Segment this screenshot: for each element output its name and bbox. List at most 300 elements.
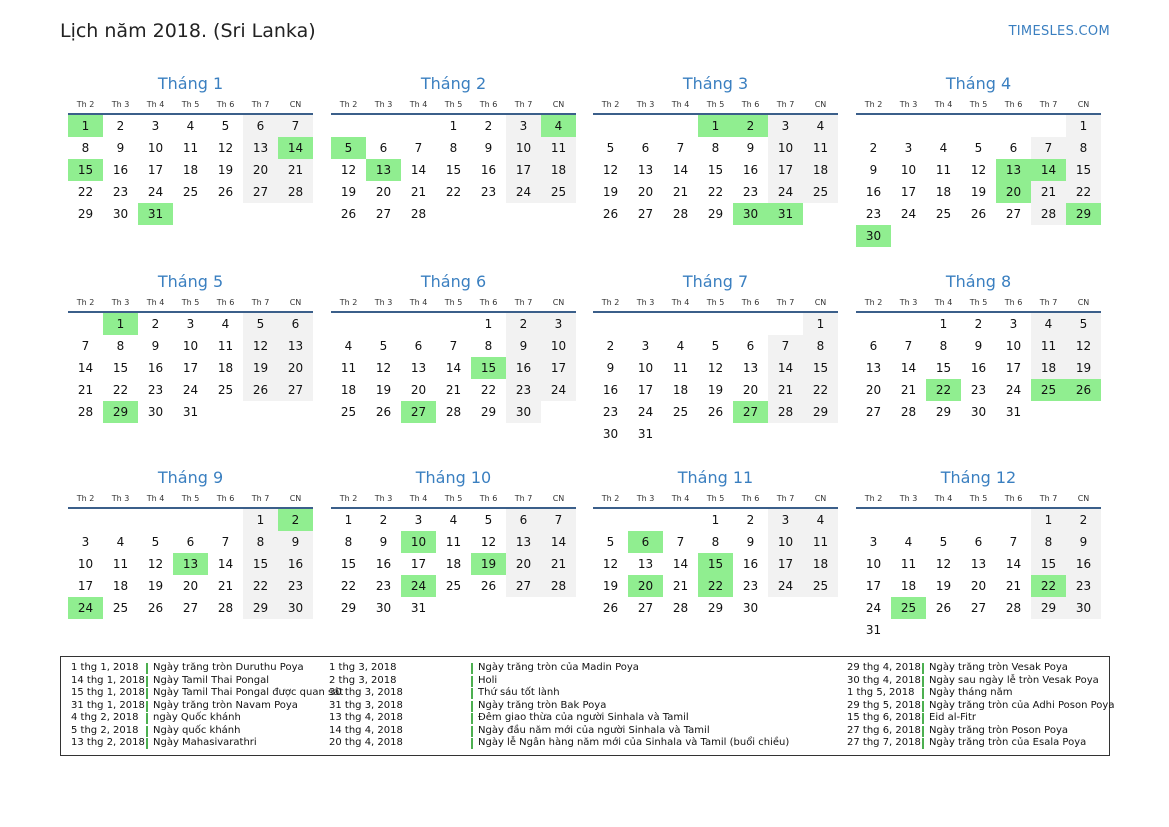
- day-cell[interactable]: 26: [243, 379, 278, 401]
- day-cell[interactable]: 29: [103, 401, 138, 423]
- day-cell[interactable]: 12: [217, 141, 234, 155]
- day-cell[interactable]: 5: [221, 119, 230, 133]
- day-cell[interactable]: 13: [970, 557, 987, 571]
- day-cell[interactable]: 22: [803, 379, 838, 401]
- day-cell[interactable]: 23: [970, 383, 987, 397]
- day-cell[interactable]: 4: [344, 339, 353, 353]
- day-cell[interactable]: 12: [340, 163, 357, 177]
- day-cell[interactable]: 24: [768, 575, 803, 597]
- day-cell[interactable]: 21: [410, 185, 427, 199]
- day-cell[interactable]: 26: [1066, 379, 1101, 401]
- day-cell[interactable]: 13: [243, 137, 278, 159]
- day-cell[interactable]: 7: [81, 339, 90, 353]
- day-cell[interactable]: 14: [541, 531, 576, 553]
- day-cell[interactable]: 23: [602, 405, 619, 419]
- day-cell[interactable]: 5: [484, 513, 493, 527]
- day-cell[interactable]: 17: [1005, 361, 1022, 375]
- day-cell[interactable]: 30: [856, 225, 891, 247]
- day-cell[interactable]: 13: [742, 361, 759, 375]
- day-cell[interactable]: 12: [602, 163, 619, 177]
- day-cell[interactable]: 7: [904, 339, 913, 353]
- day-cell[interactable]: 17: [506, 159, 541, 181]
- day-cell[interactable]: 30: [112, 207, 129, 221]
- day-cell[interactable]: 7: [541, 508, 576, 531]
- day-cell[interactable]: 17: [182, 361, 199, 375]
- day-cell[interactable]: 7: [676, 141, 685, 155]
- day-cell[interactable]: 16: [602, 383, 619, 397]
- day-cell[interactable]: 8: [243, 531, 278, 553]
- day-cell[interactable]: 7: [1031, 137, 1066, 159]
- day-cell[interactable]: 16: [480, 163, 497, 177]
- day-cell[interactable]: 25: [672, 405, 689, 419]
- day-cell[interactable]: 7: [1009, 535, 1018, 549]
- day-cell[interactable]: 19: [602, 185, 619, 199]
- day-cell[interactable]: 25: [803, 181, 838, 203]
- day-cell[interactable]: 2: [1066, 508, 1101, 531]
- day-cell[interactable]: 18: [182, 163, 199, 177]
- day-cell[interactable]: 12: [602, 557, 619, 571]
- day-cell[interactable]: 25: [803, 575, 838, 597]
- day-cell[interactable]: 28: [672, 207, 689, 221]
- day-cell[interactable]: 26: [480, 579, 497, 593]
- day-cell[interactable]: 16: [865, 185, 882, 199]
- day-cell[interactable]: 10: [637, 361, 654, 375]
- day-cell[interactable]: 3: [541, 312, 576, 335]
- day-cell[interactable]: 25: [445, 579, 462, 593]
- day-cell[interactable]: 28: [1005, 601, 1022, 615]
- day-cell[interactable]: 29: [707, 601, 724, 615]
- day-cell[interactable]: 28: [77, 405, 94, 419]
- day-cell[interactable]: 6: [414, 339, 423, 353]
- day-cell[interactable]: 28: [900, 405, 917, 419]
- day-cell[interactable]: 15: [243, 553, 278, 575]
- day-cell[interactable]: 10: [768, 531, 803, 553]
- day-cell[interactable]: 6: [278, 312, 313, 335]
- day-cell[interactable]: 21: [900, 383, 917, 397]
- day-cell[interactable]: 6: [869, 339, 878, 353]
- day-cell[interactable]: 26: [935, 601, 952, 615]
- day-cell[interactable]: 8: [116, 339, 125, 353]
- day-cell[interactable]: 14: [672, 163, 689, 177]
- day-cell[interactable]: 22: [1031, 575, 1066, 597]
- day-cell[interactable]: 30: [742, 601, 759, 615]
- day-cell[interactable]: 26: [340, 207, 357, 221]
- day-cell[interactable]: 4: [904, 535, 913, 549]
- day-cell[interactable]: 27: [182, 601, 199, 615]
- day-cell[interactable]: 7: [449, 339, 458, 353]
- day-cell[interactable]: 27: [865, 405, 882, 419]
- day-cell[interactable]: 28: [1031, 203, 1066, 225]
- day-cell[interactable]: 10: [900, 163, 917, 177]
- day-cell[interactable]: 9: [379, 535, 388, 549]
- day-cell[interactable]: 29: [1031, 597, 1066, 619]
- day-cell[interactable]: 23: [375, 579, 392, 593]
- day-cell[interactable]: 12: [243, 335, 278, 357]
- day-cell[interactable]: 28: [541, 575, 576, 597]
- day-cell[interactable]: 28: [217, 601, 234, 615]
- day-cell[interactable]: 28: [672, 601, 689, 615]
- day-cell[interactable]: 24: [68, 597, 103, 619]
- day-cell[interactable]: 2: [484, 119, 493, 133]
- day-cell[interactable]: 1: [484, 317, 493, 331]
- day-cell[interactable]: 17: [900, 185, 917, 199]
- day-cell[interactable]: 11: [340, 361, 357, 375]
- day-cell[interactable]: 28: [278, 181, 313, 203]
- day-cell[interactable]: 15: [1031, 553, 1066, 575]
- day-cell[interactable]: 13: [410, 361, 427, 375]
- day-cell[interactable]: 1: [243, 508, 278, 531]
- day-cell[interactable]: 2: [869, 141, 878, 155]
- day-cell[interactable]: 4: [221, 317, 230, 331]
- day-cell[interactable]: 1: [698, 114, 733, 137]
- day-cell[interactable]: 28: [445, 405, 462, 419]
- day-cell[interactable]: 25: [340, 405, 357, 419]
- day-cell[interactable]: 11: [803, 137, 838, 159]
- day-cell[interactable]: 26: [602, 601, 619, 615]
- day-cell[interactable]: 13: [278, 335, 313, 357]
- day-cell[interactable]: 3: [151, 119, 160, 133]
- day-cell[interactable]: 12: [935, 557, 952, 571]
- day-cell[interactable]: 29: [935, 405, 952, 419]
- day-cell[interactable]: 10: [401, 531, 436, 553]
- day-cell[interactable]: 13: [366, 159, 401, 181]
- day-cell[interactable]: 26: [217, 185, 234, 199]
- day-cell[interactable]: 9: [1066, 531, 1101, 553]
- day-cell[interactable]: 15: [1066, 159, 1101, 181]
- day-cell[interactable]: 11: [217, 339, 234, 353]
- day-cell[interactable]: 13: [865, 361, 882, 375]
- day-cell[interactable]: 5: [606, 141, 615, 155]
- day-cell[interactable]: 18: [541, 159, 576, 181]
- day-cell[interactable]: 2: [746, 513, 755, 527]
- day-cell[interactable]: 16: [147, 361, 164, 375]
- day-cell[interactable]: 25: [1031, 379, 1066, 401]
- day-cell[interactable]: 9: [278, 531, 313, 553]
- day-cell[interactable]: 18: [112, 579, 129, 593]
- day-cell[interactable]: 21: [217, 579, 234, 593]
- day-cell[interactable]: 6: [641, 141, 650, 155]
- day-cell[interactable]: 25: [112, 601, 129, 615]
- day-cell[interactable]: 22: [112, 383, 129, 397]
- day-cell[interactable]: 21: [278, 159, 313, 181]
- day-cell[interactable]: 3: [81, 535, 90, 549]
- day-cell[interactable]: 15: [471, 357, 506, 379]
- day-cell[interactable]: 4: [186, 119, 195, 133]
- day-cell[interactable]: 24: [900, 207, 917, 221]
- day-cell[interactable]: 27: [243, 181, 278, 203]
- day-cell[interactable]: 20: [375, 185, 392, 199]
- day-cell[interactable]: 7: [414, 141, 423, 155]
- day-cell[interactable]: 7: [221, 535, 230, 549]
- day-cell[interactable]: 5: [243, 312, 278, 335]
- day-cell[interactable]: 29: [480, 405, 497, 419]
- day-cell[interactable]: 1: [449, 119, 458, 133]
- day-cell[interactable]: 17: [410, 557, 427, 571]
- day-cell[interactable]: 14: [445, 361, 462, 375]
- day-cell[interactable]: 31: [1005, 405, 1022, 419]
- day-cell[interactable]: 15: [445, 163, 462, 177]
- day-cell[interactable]: 23: [1066, 575, 1101, 597]
- day-cell[interactable]: 7: [676, 535, 685, 549]
- day-cell[interactable]: 13: [637, 163, 654, 177]
- day-cell[interactable]: 11: [935, 163, 952, 177]
- day-cell[interactable]: 9: [869, 163, 878, 177]
- day-cell[interactable]: 13: [506, 531, 541, 553]
- day-cell[interactable]: 25: [182, 185, 199, 199]
- day-cell[interactable]: 14: [768, 357, 803, 379]
- day-cell[interactable]: 19: [1066, 357, 1101, 379]
- day-cell[interactable]: 8: [939, 339, 948, 353]
- day-cell[interactable]: 9: [746, 141, 755, 155]
- day-cell[interactable]: 3: [869, 535, 878, 549]
- day-cell[interactable]: 18: [672, 383, 689, 397]
- day-cell[interactable]: 3: [768, 114, 803, 137]
- day-cell[interactable]: 10: [541, 335, 576, 357]
- day-cell[interactable]: 17: [541, 357, 576, 379]
- day-cell[interactable]: 23: [147, 383, 164, 397]
- day-cell[interactable]: 23: [506, 379, 541, 401]
- day-cell[interactable]: 20: [742, 383, 759, 397]
- day-cell[interactable]: 7: [278, 114, 313, 137]
- day-cell[interactable]: 4: [676, 339, 685, 353]
- day-cell[interactable]: 4: [449, 513, 458, 527]
- day-cell[interactable]: 22: [445, 185, 462, 199]
- day-cell[interactable]: 27: [1005, 207, 1022, 221]
- day-cell[interactable]: 14: [77, 361, 94, 375]
- day-cell[interactable]: 6: [974, 535, 983, 549]
- day-cell[interactable]: 16: [506, 357, 541, 379]
- day-cell[interactable]: 9: [746, 535, 755, 549]
- day-cell[interactable]: 5: [379, 339, 388, 353]
- day-cell[interactable]: 8: [344, 535, 353, 549]
- day-cell[interactable]: 25: [935, 207, 952, 221]
- day-cell[interactable]: 14: [1031, 159, 1066, 181]
- day-cell[interactable]: 9: [974, 339, 983, 353]
- day-cell[interactable]: 14: [1005, 557, 1022, 571]
- day-cell[interactable]: 2: [116, 119, 125, 133]
- day-cell[interactable]: 1: [1031, 508, 1066, 531]
- day-cell[interactable]: 10: [506, 137, 541, 159]
- day-cell[interactable]: 20: [278, 357, 313, 379]
- day-cell[interactable]: 11: [1031, 335, 1066, 357]
- day-cell[interactable]: 10: [865, 557, 882, 571]
- day-cell[interactable]: 20: [243, 159, 278, 181]
- day-cell[interactable]: 8: [484, 339, 493, 353]
- day-cell[interactable]: 8: [711, 141, 720, 155]
- day-cell[interactable]: 1: [68, 114, 103, 137]
- day-cell[interactable]: 20: [970, 579, 987, 593]
- day-cell[interactable]: 1: [1066, 114, 1101, 137]
- day-cell[interactable]: 5: [974, 141, 983, 155]
- day-cell[interactable]: 25: [891, 597, 926, 619]
- day-cell[interactable]: 13: [996, 159, 1031, 181]
- day-cell[interactable]: 20: [628, 575, 663, 597]
- day-cell[interactable]: 26: [375, 405, 392, 419]
- day-cell[interactable]: 17: [147, 163, 164, 177]
- day-cell[interactable]: 26: [602, 207, 619, 221]
- day-cell[interactable]: 10: [768, 137, 803, 159]
- day-cell[interactable]: 2: [151, 317, 160, 331]
- day-cell[interactable]: 20: [410, 383, 427, 397]
- day-cell[interactable]: 22: [243, 575, 278, 597]
- day-cell[interactable]: 29: [243, 597, 278, 619]
- day-cell[interactable]: 19: [471, 553, 506, 575]
- day-cell[interactable]: 31: [138, 203, 173, 225]
- day-cell[interactable]: 19: [340, 185, 357, 199]
- day-cell[interactable]: 9: [506, 335, 541, 357]
- day-cell[interactable]: 17: [768, 159, 803, 181]
- day-cell[interactable]: 22: [698, 575, 733, 597]
- day-cell[interactable]: 20: [996, 181, 1031, 203]
- day-cell[interactable]: 4: [541, 114, 576, 137]
- day-cell[interactable]: 30: [970, 405, 987, 419]
- day-cell[interactable]: 24: [541, 379, 576, 401]
- day-cell[interactable]: 3: [904, 141, 913, 155]
- day-cell[interactable]: 15: [112, 361, 129, 375]
- day-cell[interactable]: 26: [970, 207, 987, 221]
- day-cell[interactable]: 5: [606, 535, 615, 549]
- day-cell[interactable]: 22: [1066, 181, 1101, 203]
- day-cell[interactable]: 15: [68, 159, 103, 181]
- day-cell[interactable]: 23: [742, 579, 759, 593]
- day-cell[interactable]: 30: [506, 401, 541, 423]
- day-cell[interactable]: 6: [746, 339, 755, 353]
- day-cell[interactable]: 19: [970, 185, 987, 199]
- day-cell[interactable]: 14: [410, 163, 427, 177]
- day-cell[interactable]: 28: [768, 401, 803, 423]
- day-cell[interactable]: 16: [278, 553, 313, 575]
- day-cell[interactable]: 16: [1066, 553, 1101, 575]
- day-cell[interactable]: 17: [768, 553, 803, 575]
- day-cell[interactable]: 17: [77, 579, 94, 593]
- day-cell[interactable]: 6: [379, 141, 388, 155]
- day-cell[interactable]: 12: [375, 361, 392, 375]
- day-cell[interactable]: 18: [340, 383, 357, 397]
- day-cell[interactable]: 19: [375, 383, 392, 397]
- day-cell[interactable]: 12: [707, 361, 724, 375]
- day-cell[interactable]: 8: [81, 141, 90, 155]
- day-cell[interactable]: 14: [900, 361, 917, 375]
- day-cell[interactable]: 4: [116, 535, 125, 549]
- day-cell[interactable]: 30: [1066, 597, 1101, 619]
- day-cell[interactable]: 17: [637, 383, 654, 397]
- day-cell[interactable]: 27: [970, 601, 987, 615]
- day-cell[interactable]: 29: [77, 207, 94, 221]
- day-cell[interactable]: 4: [1031, 312, 1066, 335]
- day-cell[interactable]: 11: [900, 557, 917, 571]
- day-cell[interactable]: 24: [401, 575, 436, 597]
- day-cell[interactable]: 8: [1031, 531, 1066, 553]
- day-cell[interactable]: 15: [707, 163, 724, 177]
- day-cell[interactable]: 2: [733, 114, 768, 137]
- day-cell[interactable]: 31: [182, 405, 199, 419]
- day-cell[interactable]: 23: [112, 185, 129, 199]
- day-cell[interactable]: 27: [733, 401, 768, 423]
- day-cell[interactable]: 14: [672, 557, 689, 571]
- day-cell[interactable]: 31: [768, 203, 803, 225]
- day-cell[interactable]: 22: [926, 379, 961, 401]
- day-cell[interactable]: 12: [970, 163, 987, 177]
- day-cell[interactable]: 23: [865, 207, 882, 221]
- day-cell[interactable]: 21: [1005, 579, 1022, 593]
- day-cell[interactable]: 26: [147, 601, 164, 615]
- day-cell[interactable]: 9: [151, 339, 160, 353]
- day-cell[interactable]: 11: [803, 531, 838, 553]
- day-cell[interactable]: 2: [379, 513, 388, 527]
- day-cell[interactable]: 28: [410, 207, 427, 221]
- day-cell[interactable]: 3: [414, 513, 423, 527]
- day-cell[interactable]: 8: [711, 535, 720, 549]
- day-cell[interactable]: 18: [803, 159, 838, 181]
- day-cell[interactable]: 14: [278, 137, 313, 159]
- day-cell[interactable]: 3: [186, 317, 195, 331]
- day-cell[interactable]: 16: [742, 557, 759, 571]
- day-cell[interactable]: 30: [147, 405, 164, 419]
- day-cell[interactable]: 21: [445, 383, 462, 397]
- day-cell[interactable]: 1: [344, 513, 353, 527]
- day-cell[interactable]: 27: [637, 207, 654, 221]
- day-cell[interactable]: 21: [672, 579, 689, 593]
- day-cell[interactable]: 17: [865, 579, 882, 593]
- day-cell[interactable]: 2: [974, 317, 983, 331]
- day-cell[interactable]: 26: [707, 405, 724, 419]
- day-cell[interactable]: 1: [939, 317, 948, 331]
- day-cell[interactable]: 22: [480, 383, 497, 397]
- day-cell[interactable]: 19: [935, 579, 952, 593]
- day-cell[interactable]: 1: [803, 312, 838, 335]
- day-cell[interactable]: 3: [506, 114, 541, 137]
- day-cell[interactable]: 9: [116, 141, 125, 155]
- day-cell[interactable]: 4: [803, 508, 838, 531]
- day-cell[interactable]: 21: [1031, 181, 1066, 203]
- day-cell[interactable]: 2: [606, 339, 615, 353]
- day-cell[interactable]: 19: [243, 357, 278, 379]
- day-cell[interactable]: 20: [637, 185, 654, 199]
- day-cell[interactable]: 15: [698, 553, 733, 575]
- day-cell[interactable]: 22: [340, 579, 357, 593]
- day-cell[interactable]: 5: [151, 535, 160, 549]
- day-cell[interactable]: 27: [401, 401, 436, 423]
- day-cell[interactable]: 4: [803, 114, 838, 137]
- day-cell[interactable]: 23: [742, 185, 759, 199]
- day-cell[interactable]: 27: [506, 575, 541, 597]
- day-cell[interactable]: 20: [182, 579, 199, 593]
- day-cell[interactable]: 6: [628, 531, 663, 553]
- day-cell[interactable]: 7: [768, 335, 803, 357]
- day-cell[interactable]: 23: [278, 575, 313, 597]
- day-cell[interactable]: 3: [768, 508, 803, 531]
- brand-link[interactable]: TIMESLES.COM: [1008, 24, 1110, 39]
- day-cell[interactable]: 30: [733, 203, 768, 225]
- day-cell[interactable]: 12: [147, 557, 164, 571]
- day-cell[interactable]: 12: [1066, 335, 1101, 357]
- day-cell[interactable]: 21: [77, 383, 94, 397]
- day-cell[interactable]: 13: [173, 553, 208, 575]
- day-cell[interactable]: 19: [602, 579, 619, 593]
- day-cell[interactable]: 5: [939, 535, 948, 549]
- day-cell[interactable]: 24: [147, 185, 164, 199]
- day-cell[interactable]: 1: [711, 513, 720, 527]
- day-cell[interactable]: 24: [865, 601, 882, 615]
- day-cell[interactable]: 11: [445, 535, 462, 549]
- day-cell[interactable]: 9: [484, 141, 493, 155]
- day-cell[interactable]: 21: [768, 379, 803, 401]
- day-cell[interactable]: 21: [541, 553, 576, 575]
- day-cell[interactable]: 24: [182, 383, 199, 397]
- day-cell[interactable]: 18: [445, 557, 462, 571]
- day-cell[interactable]: 27: [637, 601, 654, 615]
- day-cell[interactable]: 2: [506, 312, 541, 335]
